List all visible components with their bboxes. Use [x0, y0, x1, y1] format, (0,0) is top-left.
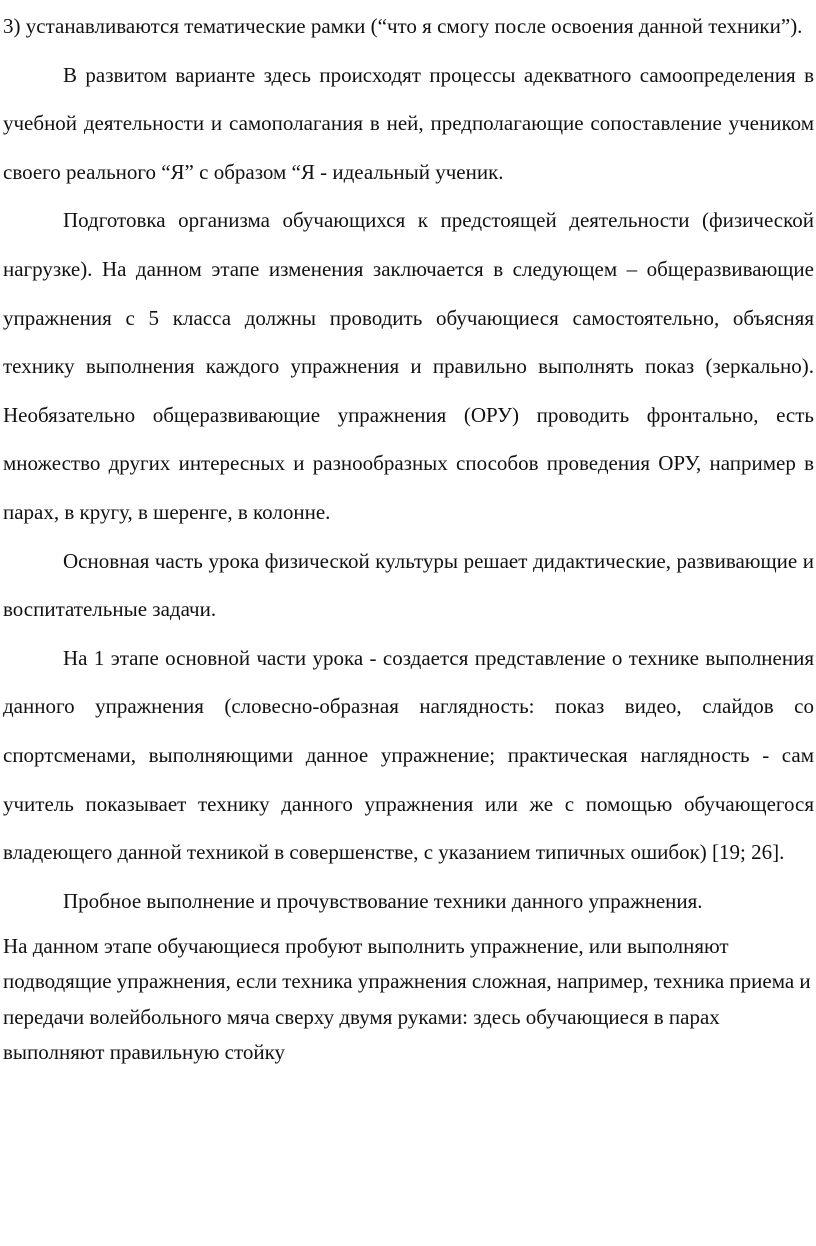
paragraph-self-determination: В развитом варианте здесь происходят процессы адекватного самоопределения в учебной деятельности и самополагания в ней, предполагающие сопоставление учеником своего реального “Я” с образом “Я - идеальный ученик.	[3, 62, 814, 184]
paragraph-trial-execution: Пробное выполнение и прочувствование техники данного упражнения.	[63, 888, 703, 913]
paragraph-thematic-frames: 3) устанавливаются тематические рамки (“что я смогу после освоения данной техники”).	[3, 14, 803, 38]
paragraph-body-preparation: Подготовка организма обучающихся к предстоящей деятельности (физической нагрузке). На данном этапе изменения заключается в следующем – общеразвивающие упражнения с 5 класса должны проводить обучающиеся самостоятельно, объясняя технику выполнения каждого упражнения и правильно выполнять показ (зеркально). Необязательно общеразвивающие упражнения (ОРУ) проводить фронтально, есть множество других интересных и разнообразных способов проведения ОРУ, например в парах, в кругу, в шеренге, в колонне.	[3, 208, 814, 524]
paragraph-stage-one: На 1 этапе основной части урока - создается представление о технике выполнения данного упражнения (словесно-образная наглядность: показ видео, слайдов со спортсменами, выполняющими данное упражнение; практическая наглядность - сам учитель показывает технику данного упражнения или же с помощью обучающегося владеющего данной техникой в совершенстве, с указанием типичных ошибок) [19; 26].	[3, 645, 814, 865]
paragraph-current-stage: На данном этапе обучающиеся пробуют выполнить упражнение, или выполняют подводящие упражнения, если техника упражнения сложная, например, техника приема и передачи волейбольного мяча сверху двумя руками: здесь обучающиеся в парах выполняют правильную стойку	[3, 934, 811, 1064]
paragraph-main-part: Основная часть урока физической культуры решает дидактические, развивающие и воспитательные задачи.	[3, 548, 814, 622]
